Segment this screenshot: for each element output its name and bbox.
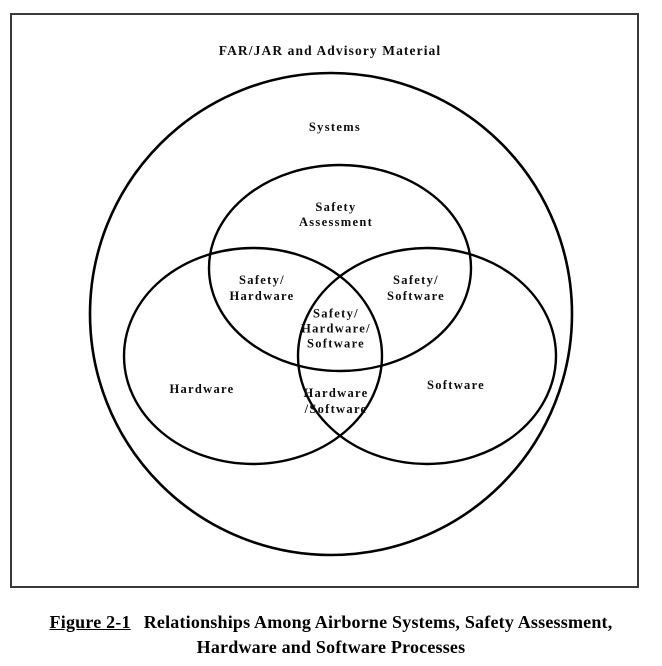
label-far-jar-title: FAR/JAR and Advisory Material bbox=[218, 43, 442, 58]
label-line: Software bbox=[306, 336, 366, 351]
caption-text-line-1: Relationships Among Airborne Systems, Safety Assessment, bbox=[143, 612, 613, 632]
label-line: Hardware/ bbox=[301, 321, 371, 336]
label-safety-assessment bbox=[299, 200, 373, 230]
label-line: Safety bbox=[315, 200, 357, 214]
label-line: Hardware bbox=[303, 386, 369, 400]
label-line: Hardware bbox=[229, 289, 295, 303]
label-line: /Software bbox=[304, 402, 368, 416]
label-systems: Systems bbox=[308, 120, 362, 134]
label-line: Safety/ bbox=[313, 306, 359, 321]
label-line: Assessment bbox=[298, 215, 374, 229]
label-safety-hardware bbox=[229, 272, 294, 304]
label-line: Software bbox=[386, 289, 446, 303]
label-hardware: Hardware bbox=[169, 382, 235, 396]
figure-number: Figure 2-1 bbox=[49, 612, 131, 632]
caption-line-2: Hardware and Software Processes bbox=[196, 637, 466, 657]
label-software: Software bbox=[426, 378, 486, 392]
figure-caption bbox=[0, 610, 662, 660]
figure-border-box bbox=[10, 13, 639, 588]
caption-line-1 bbox=[0, 610, 662, 635]
label-line: Safety/ bbox=[393, 273, 439, 287]
label-safety-hardware-software bbox=[301, 307, 371, 352]
label-line: Safety/ bbox=[239, 273, 285, 287]
label-hardware-software bbox=[303, 385, 368, 417]
label-safety-software bbox=[387, 272, 445, 304]
